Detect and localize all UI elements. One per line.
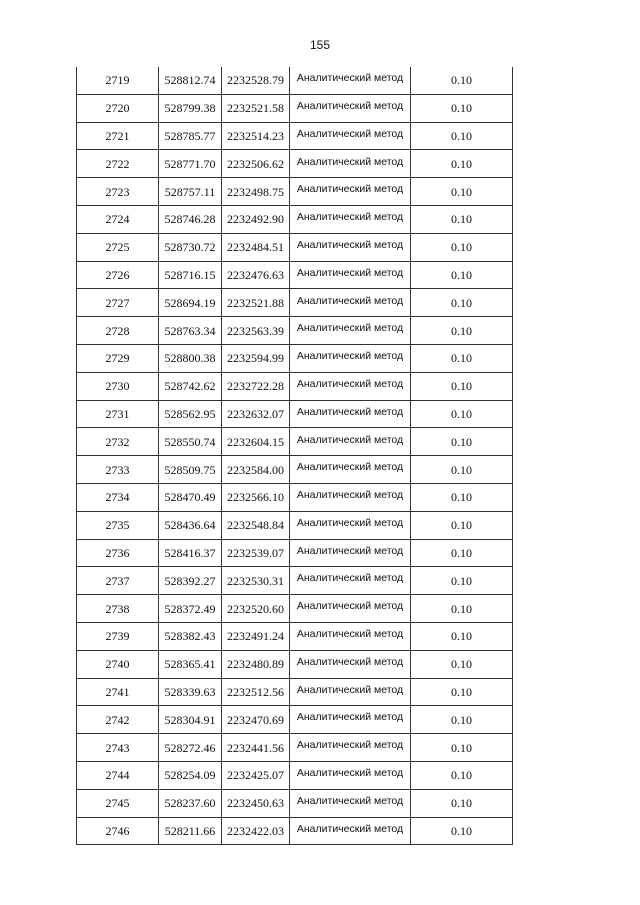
x-coordinate-cell: 528763.34 (159, 317, 222, 345)
error-cell: 0.10 (411, 483, 513, 511)
y-coordinate-cell: 2232514.23 (222, 122, 290, 150)
y-coordinate-cell: 2232528.79 (222, 67, 290, 94)
y-coordinate-cell: 2232521.88 (222, 289, 290, 317)
method-text: Аналитический метод (296, 544, 404, 557)
error-cell: 0.10 (411, 122, 513, 150)
method-cell (290, 483, 411, 511)
method-cell (290, 67, 411, 94)
table-row (77, 317, 513, 345)
method-cell (290, 344, 411, 372)
method-text: Аналитический метод (296, 572, 404, 585)
x-coordinate-cell: 528785.77 (159, 122, 222, 150)
error-cell: 0.10 (411, 372, 513, 400)
error-cell: 0.10 (411, 67, 513, 94)
y-coordinate-cell: 2232480.89 (222, 650, 290, 678)
x-coordinate-cell: 528372.49 (159, 595, 222, 623)
method-cell (290, 233, 411, 261)
x-coordinate-cell: 528730.72 (159, 233, 222, 261)
page-number: 155 (309, 38, 331, 52)
method-text: Аналитический метод (296, 794, 404, 807)
table-row (77, 456, 513, 484)
y-coordinate-cell: 2232425.07 (222, 761, 290, 789)
table-row (77, 344, 513, 372)
error-cell: 0.10 (411, 622, 513, 650)
table-row (77, 178, 513, 206)
method-text: Аналитический метод (296, 628, 404, 641)
point-number-cell: 2741 (77, 678, 159, 706)
point-number-cell: 2736 (77, 539, 159, 567)
error-cell: 0.10 (411, 317, 513, 345)
method-cell (290, 289, 411, 317)
point-number-cell: 2725 (77, 233, 159, 261)
point-number-cell: 2728 (77, 317, 159, 345)
y-coordinate-cell: 2232548.84 (222, 511, 290, 539)
method-text: Аналитический метод (296, 238, 404, 251)
point-number-cell: 2743 (77, 734, 159, 762)
table-row (77, 706, 513, 734)
x-coordinate-cell: 528716.15 (159, 261, 222, 289)
point-number-cell: 2722 (77, 150, 159, 178)
y-coordinate-cell: 2232632.07 (222, 400, 290, 428)
error-cell: 0.10 (411, 817, 513, 845)
method-cell (290, 94, 411, 122)
error-cell: 0.10 (411, 400, 513, 428)
method-text: Аналитический метод (296, 405, 404, 418)
x-coordinate-cell: 528392.27 (159, 567, 222, 595)
table-row (77, 289, 513, 317)
y-coordinate-cell: 2232476.63 (222, 261, 290, 289)
x-coordinate-cell: 528416.37 (159, 539, 222, 567)
method-text: Аналитический метод (296, 461, 404, 474)
method-cell (290, 372, 411, 400)
point-number-cell: 2746 (77, 817, 159, 845)
y-coordinate-cell: 2232441.56 (222, 734, 290, 762)
coordinates-table (76, 67, 513, 845)
table-row (77, 789, 513, 817)
table-row (77, 372, 513, 400)
table-row (77, 595, 513, 623)
table-row (77, 567, 513, 595)
error-cell: 0.10 (411, 205, 513, 233)
method-cell (290, 150, 411, 178)
table-row (77, 400, 513, 428)
error-cell: 0.10 (411, 789, 513, 817)
error-cell: 0.10 (411, 289, 513, 317)
error-cell: 0.10 (411, 511, 513, 539)
point-number-cell: 2720 (77, 94, 159, 122)
method-text: Аналитический метод (296, 183, 404, 196)
y-coordinate-cell: 2232566.10 (222, 483, 290, 511)
method-text: Аналитический метод (296, 600, 404, 613)
x-coordinate-cell: 528694.19 (159, 289, 222, 317)
x-coordinate-cell: 528211.66 (159, 817, 222, 845)
method-cell (290, 456, 411, 484)
table-row (77, 428, 513, 456)
table-row (77, 233, 513, 261)
point-number-cell: 2737 (77, 567, 159, 595)
method-text: Аналитический метод (296, 489, 404, 502)
error-cell: 0.10 (411, 706, 513, 734)
method-cell (290, 400, 411, 428)
method-cell (290, 817, 411, 845)
table-row (77, 150, 513, 178)
method-text: Аналитический метод (296, 322, 404, 335)
y-coordinate-cell: 2232470.69 (222, 706, 290, 734)
error-cell: 0.10 (411, 178, 513, 206)
x-coordinate-cell: 528800.38 (159, 344, 222, 372)
error-cell: 0.10 (411, 567, 513, 595)
point-number-cell: 2729 (77, 344, 159, 372)
method-text: Аналитический метод (296, 350, 404, 363)
method-cell (290, 706, 411, 734)
x-coordinate-cell: 528812.74 (159, 67, 222, 94)
x-coordinate-cell: 528339.63 (159, 678, 222, 706)
method-cell (290, 678, 411, 706)
y-coordinate-cell: 2232584.00 (222, 456, 290, 484)
y-coordinate-cell: 2232521.58 (222, 94, 290, 122)
method-text: Аналитический метод (296, 155, 404, 168)
y-coordinate-cell: 2232491.24 (222, 622, 290, 650)
point-number-cell: 2733 (77, 456, 159, 484)
point-number-cell: 2724 (77, 205, 159, 233)
point-number-cell: 2721 (77, 122, 159, 150)
method-cell (290, 205, 411, 233)
table-row (77, 734, 513, 762)
method-cell (290, 622, 411, 650)
x-coordinate-cell: 528550.74 (159, 428, 222, 456)
method-text: Аналитический метод (296, 433, 404, 446)
error-cell: 0.10 (411, 678, 513, 706)
y-coordinate-cell: 2232604.15 (222, 428, 290, 456)
point-number-cell: 2740 (77, 650, 159, 678)
point-number-cell: 2738 (77, 595, 159, 623)
point-number-cell: 2732 (77, 428, 159, 456)
x-coordinate-cell: 528771.70 (159, 150, 222, 178)
error-cell: 0.10 (411, 233, 513, 261)
table-row (77, 261, 513, 289)
error-cell: 0.10 (411, 595, 513, 623)
coordinates-table-body (77, 67, 513, 845)
table-row (77, 122, 513, 150)
point-number-cell: 2739 (77, 622, 159, 650)
x-coordinate-cell: 528799.38 (159, 94, 222, 122)
method-text: Аналитический метод (296, 127, 404, 140)
table-row (77, 650, 513, 678)
method-text: Аналитический метод (296, 294, 404, 307)
method-text: Аналитический метод (296, 822, 404, 835)
x-coordinate-cell: 528237.60 (159, 789, 222, 817)
x-coordinate-cell: 528746.28 (159, 205, 222, 233)
table-row (77, 511, 513, 539)
method-cell (290, 428, 411, 456)
point-number-cell: 2719 (77, 67, 159, 94)
error-cell: 0.10 (411, 150, 513, 178)
x-coordinate-cell: 528742.62 (159, 372, 222, 400)
y-coordinate-cell: 2232484.51 (222, 233, 290, 261)
y-coordinate-cell: 2232539.07 (222, 539, 290, 567)
method-cell (290, 567, 411, 595)
x-coordinate-cell: 528304.91 (159, 706, 222, 734)
y-coordinate-cell: 2232563.39 (222, 317, 290, 345)
table-row (77, 761, 513, 789)
method-text: Аналитический метод (296, 99, 404, 112)
point-number-cell: 2730 (77, 372, 159, 400)
method-cell (290, 178, 411, 206)
y-coordinate-cell: 2232422.03 (222, 817, 290, 845)
point-number-cell: 2727 (77, 289, 159, 317)
method-text: Аналитический метод (296, 739, 404, 752)
table-row (77, 205, 513, 233)
method-cell (290, 734, 411, 762)
method-text: Аналитический метод (296, 211, 404, 224)
x-coordinate-cell: 528509.75 (159, 456, 222, 484)
y-coordinate-cell: 2232520.60 (222, 595, 290, 623)
method-text: Аналитический метод (296, 711, 404, 724)
error-cell: 0.10 (411, 650, 513, 678)
point-number-cell: 2742 (77, 706, 159, 734)
x-coordinate-cell: 528562.95 (159, 400, 222, 428)
table-row (77, 817, 513, 845)
method-cell (290, 650, 411, 678)
method-cell (290, 539, 411, 567)
y-coordinate-cell: 2232498.75 (222, 178, 290, 206)
y-coordinate-cell: 2232512.56 (222, 678, 290, 706)
method-text: Аналитический метод (296, 767, 404, 780)
x-coordinate-cell: 528272.46 (159, 734, 222, 762)
x-coordinate-cell: 528470.49 (159, 483, 222, 511)
table-row (77, 622, 513, 650)
y-coordinate-cell: 2232506.62 (222, 150, 290, 178)
method-text: Аналитический метод (296, 72, 404, 85)
method-cell (290, 317, 411, 345)
point-number-cell: 2744 (77, 761, 159, 789)
method-text: Аналитический метод (296, 683, 404, 696)
method-cell (290, 122, 411, 150)
y-coordinate-cell: 2232492.90 (222, 205, 290, 233)
point-number-cell: 2731 (77, 400, 159, 428)
error-cell: 0.10 (411, 761, 513, 789)
point-number-cell: 2745 (77, 789, 159, 817)
method-text: Аналитический метод (296, 655, 404, 668)
point-number-cell: 2735 (77, 511, 159, 539)
error-cell: 0.10 (411, 456, 513, 484)
x-coordinate-cell: 528436.64 (159, 511, 222, 539)
table-row (77, 539, 513, 567)
method-text: Аналитический метод (296, 516, 404, 529)
method-text: Аналитический метод (296, 266, 404, 279)
table-row (77, 94, 513, 122)
y-coordinate-cell: 2232722.28 (222, 372, 290, 400)
method-cell (290, 511, 411, 539)
error-cell: 0.10 (411, 344, 513, 372)
error-cell: 0.10 (411, 261, 513, 289)
table-row (77, 483, 513, 511)
y-coordinate-cell: 2232594.99 (222, 344, 290, 372)
error-cell: 0.10 (411, 94, 513, 122)
method-cell (290, 261, 411, 289)
x-coordinate-cell: 528365.41 (159, 650, 222, 678)
method-cell (290, 595, 411, 623)
method-text: Аналитический метод (296, 377, 404, 390)
y-coordinate-cell: 2232450.63 (222, 789, 290, 817)
point-number-cell: 2726 (77, 261, 159, 289)
error-cell: 0.10 (411, 539, 513, 567)
x-coordinate-cell: 528757.11 (159, 178, 222, 206)
method-cell (290, 761, 411, 789)
point-number-cell: 2723 (77, 178, 159, 206)
x-coordinate-cell: 528254.09 (159, 761, 222, 789)
table-row (77, 678, 513, 706)
point-number-cell: 2734 (77, 483, 159, 511)
error-cell: 0.10 (411, 428, 513, 456)
y-coordinate-cell: 2232530.31 (222, 567, 290, 595)
method-cell (290, 789, 411, 817)
table-row (77, 67, 513, 94)
error-cell: 0.10 (411, 734, 513, 762)
x-coordinate-cell: 528382.43 (159, 622, 222, 650)
